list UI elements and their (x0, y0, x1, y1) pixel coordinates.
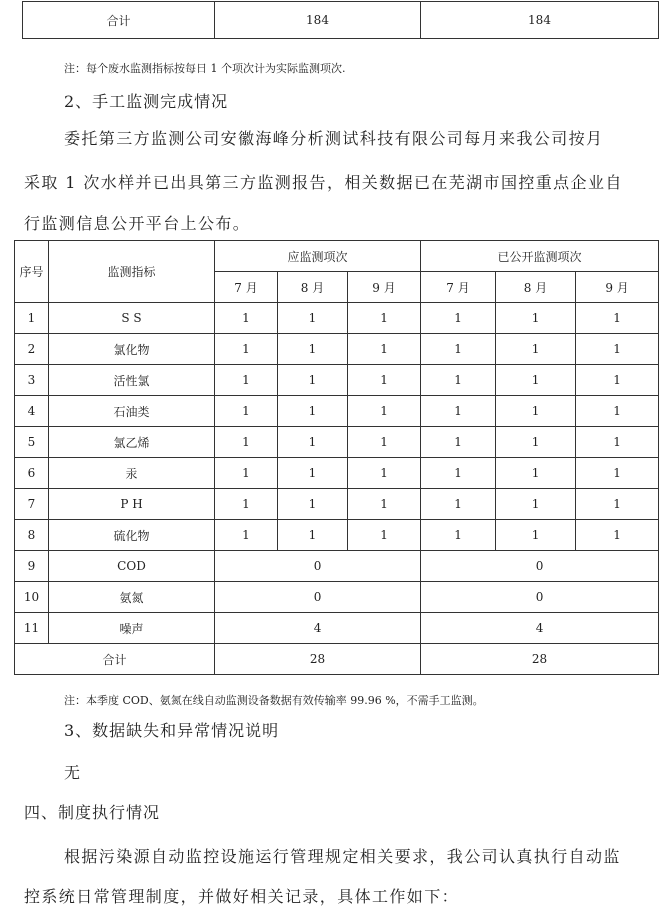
published-count: 0 (421, 582, 659, 613)
row-number: 9 (15, 551, 49, 582)
count-cell: 1 (348, 520, 421, 551)
count-cell: 1 (215, 334, 278, 365)
header-month: 7 月 (215, 272, 278, 303)
count-cell: 1 (348, 427, 421, 458)
total-label: 合计 (15, 644, 215, 675)
monitoring-table (14, 240, 659, 675)
header-row (15, 241, 659, 272)
count-cell: 1 (278, 365, 348, 396)
count-cell: 1 (421, 303, 496, 334)
count-cell: 1 (576, 365, 659, 396)
table-row (15, 613, 659, 644)
count-cell: 1 (421, 458, 496, 489)
count-cell: 1 (215, 458, 278, 489)
count-cell: 1 (348, 458, 421, 489)
total-value: 184 (421, 2, 659, 39)
indicator-name: 氨氮 (49, 582, 215, 613)
count-cell: 1 (576, 334, 659, 365)
table-row (15, 520, 659, 551)
row-number: 4 (15, 396, 49, 427)
row-number: 5 (15, 427, 49, 458)
count-cell: 1 (278, 458, 348, 489)
count-cell: 1 (278, 303, 348, 334)
count-cell: 1 (496, 365, 576, 396)
section-heading: 2、手工监测完成情况 (64, 92, 229, 111)
count-cell: 1 (496, 334, 576, 365)
paragraph-line: 采取 1 次水样并已出具第三方监测报告，相关数据已在芜湖市国控重点企业自 (24, 173, 623, 192)
table-row (15, 334, 659, 365)
table-row (15, 365, 659, 396)
count-cell: 1 (348, 396, 421, 427)
count-cell: 1 (421, 396, 496, 427)
count-cell: 1 (576, 458, 659, 489)
total-label: 合计 (23, 2, 215, 39)
row-number: 11 (15, 613, 49, 644)
count-cell: 1 (496, 458, 576, 489)
count-cell: 1 (215, 396, 278, 427)
indicator-name: 噪声 (49, 613, 215, 644)
header-month: 8 月 (496, 272, 576, 303)
published-count: 0 (421, 551, 659, 582)
indicator-name: 石油类 (49, 396, 215, 427)
header-required: 应监测项次 (215, 241, 421, 272)
count-cell: 1 (421, 365, 496, 396)
table-row (15, 582, 659, 613)
indicator-name: 硫化物 (49, 520, 215, 551)
count-cell: 1 (215, 303, 278, 334)
paragraph-line: 根据污染源自动监控设施运行管理规定相关要求，我公司认真执行自动监 (64, 847, 621, 866)
count-cell: 1 (421, 334, 496, 365)
count-cell: 1 (421, 489, 496, 520)
section-content: 无 (64, 763, 82, 782)
row-number: 1 (15, 303, 49, 334)
table-row (23, 2, 659, 39)
count-cell: 1 (278, 334, 348, 365)
count-cell: 1 (421, 520, 496, 551)
count-cell: 1 (496, 520, 576, 551)
row-number: 6 (15, 458, 49, 489)
count-cell: 1 (215, 427, 278, 458)
row-number: 2 (15, 334, 49, 365)
section-heading: 3、数据缺失和异常情况说明 (64, 721, 280, 740)
summary-table (22, 1, 659, 39)
count-cell: 1 (576, 303, 659, 334)
paragraph-line: 行监测信息公开平台上公布。 (24, 214, 251, 233)
count-cell: 1 (348, 489, 421, 520)
published-count: 4 (421, 613, 659, 644)
required-count: 0 (215, 582, 421, 613)
count-cell: 1 (421, 427, 496, 458)
count-cell: 1 (278, 489, 348, 520)
row-number: 3 (15, 365, 49, 396)
total-row (15, 644, 659, 675)
required-count: 4 (215, 613, 421, 644)
count-cell: 1 (348, 365, 421, 396)
count-cell: 1 (576, 396, 659, 427)
count-cell: 1 (496, 396, 576, 427)
header-month: 8 月 (278, 272, 348, 303)
count-cell: 1 (278, 520, 348, 551)
count-cell: 1 (215, 365, 278, 396)
required-count: 0 (215, 551, 421, 582)
count-cell: 1 (215, 489, 278, 520)
count-cell: 1 (496, 303, 576, 334)
count-cell: 1 (576, 427, 659, 458)
total-published: 28 (421, 644, 659, 675)
note: 注：本季度 COD、氨氮在线自动监测设备数据有效传输率 99.96 %，不需手工监测。 (64, 694, 484, 707)
paragraph-line: 委托第三方监测公司安徽海峰分析测试科技有限公司每月来我公司按月 (64, 129, 604, 148)
note: 注：每个废水监测指标按每日 1 个项次计为实际监测项次. (64, 62, 346, 75)
table-row (15, 551, 659, 582)
count-cell: 1 (576, 520, 659, 551)
count-cell: 1 (348, 303, 421, 334)
row-number: 8 (15, 520, 49, 551)
table-row (15, 489, 659, 520)
indicator-name: 活性氯 (49, 365, 215, 396)
count-cell: 1 (576, 489, 659, 520)
count-cell: 1 (348, 334, 421, 365)
count-cell: 1 (496, 427, 576, 458)
section-heading: 四、制度执行情况 (24, 803, 161, 822)
indicator-name: 氯乙烯 (49, 427, 215, 458)
indicator-name: 氯化物 (49, 334, 215, 365)
header-month: 7 月 (421, 272, 496, 303)
indicator-name: P H (49, 489, 215, 520)
indicator-name: COD (49, 551, 215, 582)
count-cell: 1 (496, 489, 576, 520)
header-month: 9 月 (576, 272, 659, 303)
paragraph-line: 控系统日常管理制度，并做好相关记录，具体工作如下： (24, 887, 460, 906)
table-row (15, 427, 659, 458)
header-indicator: 监测指标 (49, 241, 215, 303)
total-required: 28 (215, 644, 421, 675)
table-row (15, 458, 659, 489)
row-number: 7 (15, 489, 49, 520)
count-cell: 1 (278, 427, 348, 458)
indicator-name: 汞 (49, 458, 215, 489)
table-row (15, 303, 659, 334)
total-value: 184 (215, 2, 421, 39)
indicator-name: S S (49, 303, 215, 334)
count-cell: 1 (215, 520, 278, 551)
table-row (15, 396, 659, 427)
count-cell: 1 (278, 396, 348, 427)
header-month: 9 月 (348, 272, 421, 303)
row-number: 10 (15, 582, 49, 613)
header-published: 已公开监测项次 (421, 241, 659, 272)
header-seq: 序号 (15, 241, 49, 303)
